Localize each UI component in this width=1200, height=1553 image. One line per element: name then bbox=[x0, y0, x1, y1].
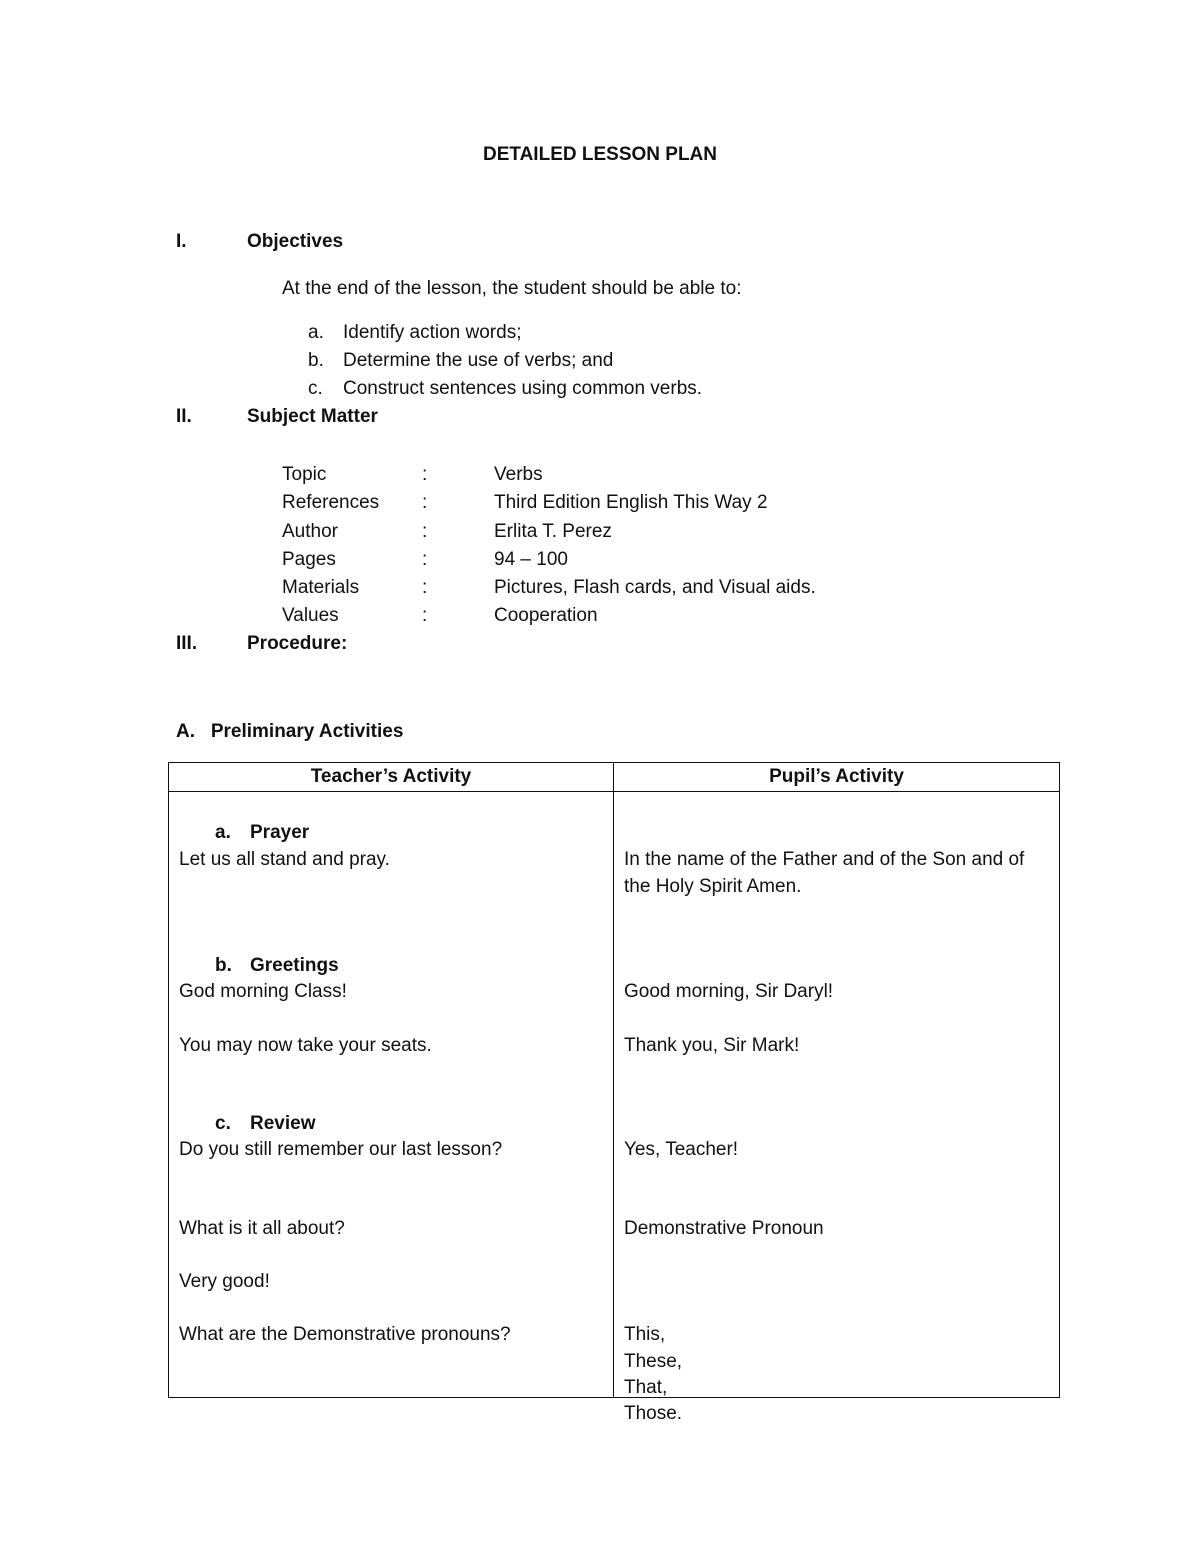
subject-matter-numeral: II. bbox=[176, 406, 192, 427]
activity-table bbox=[168, 762, 1060, 1424]
sm-value-references: Third Edition English This Way 2 bbox=[494, 492, 768, 513]
sm-label-author: Author bbox=[282, 521, 338, 542]
review-title: Review bbox=[250, 1113, 316, 1134]
objective-item-a: Identify action words; bbox=[343, 322, 522, 343]
pupil-activity-header: Pupil’s Activity bbox=[614, 763, 1060, 792]
pupil-review-answer: Yes, Teacher! bbox=[624, 1139, 739, 1160]
sm-label-pages: Pages bbox=[282, 549, 336, 570]
prayer-title: Prayer bbox=[250, 822, 310, 843]
prayer-letter: a. bbox=[215, 822, 231, 843]
objective-item-c: Construct sentences using common verbs. bbox=[343, 378, 703, 399]
teacher-about-question: What is it all about? bbox=[179, 1218, 345, 1239]
procedure-heading: Procedure: bbox=[247, 633, 348, 654]
sm-colon: : bbox=[422, 521, 428, 542]
table-header-row bbox=[169, 763, 1060, 792]
teacher-greeting-text: God morning Class! bbox=[179, 981, 347, 1002]
sm-label-materials: Materials bbox=[282, 577, 360, 598]
teacher-prayer-text: Let us all stand and pray. bbox=[179, 849, 390, 870]
pupil-about-answer: Demonstrative Pronoun bbox=[624, 1218, 824, 1239]
sm-colon: : bbox=[422, 605, 428, 626]
document-title: DETAILED LESSON PLAN bbox=[483, 144, 717, 165]
pupil-thanks-text: Thank you, Sir Mark! bbox=[624, 1035, 800, 1056]
teacher-review-question: Do you still remember our last lesson? bbox=[179, 1139, 503, 1160]
teacher-activity-cell bbox=[169, 792, 614, 1398]
sm-label-values: Values bbox=[282, 605, 339, 626]
pupil-pronoun-this: This, bbox=[624, 1324, 666, 1345]
sm-value-pages: 94 – 100 bbox=[494, 549, 568, 570]
sm-value-values: Cooperation bbox=[494, 605, 598, 626]
sm-colon: : bbox=[422, 577, 428, 598]
teacher-pronouns-question: What are the Demonstrative pronouns? bbox=[179, 1324, 511, 1345]
pupil-prayer-line-2: the Holy Spirit Amen. bbox=[624, 876, 802, 897]
sm-colon: : bbox=[422, 464, 428, 485]
sm-label-topic: Topic bbox=[282, 464, 327, 485]
objectives-heading: Objectives bbox=[247, 231, 344, 252]
subject-matter-heading: Subject Matter bbox=[247, 406, 378, 427]
sm-label-references: References bbox=[282, 492, 380, 513]
sm-value-topic: Verbs bbox=[494, 464, 543, 485]
table-row bbox=[169, 792, 1060, 1398]
sm-value-materials: Pictures, Flash cards, and Visual aids. bbox=[494, 577, 816, 598]
objectives-intro: At the end of the lesson, the student should be able to: bbox=[282, 278, 742, 299]
pupil-activity-cell bbox=[614, 792, 1060, 1424]
objective-letter-c: c. bbox=[308, 378, 323, 399]
teacher-activity-header: Teacher’s Activity bbox=[169, 763, 614, 792]
procedure-numeral: III. bbox=[176, 633, 198, 654]
objective-letter-b: b. bbox=[308, 350, 324, 371]
teacher-seats-text: You may now take your seats. bbox=[179, 1035, 432, 1056]
pupil-pronoun-that: That, bbox=[624, 1377, 668, 1398]
greetings-title: Greetings bbox=[250, 955, 339, 976]
objective-letter-a: a. bbox=[308, 322, 324, 343]
pupil-greeting-text: Good morning, Sir Daryl! bbox=[624, 981, 834, 1002]
pupil-pronoun-those: Those. bbox=[624, 1403, 683, 1424]
teacher-very-good: Very good! bbox=[179, 1271, 270, 1292]
preliminary-activities-heading: A. Preliminary Activities bbox=[176, 721, 404, 742]
pupil-pronoun-these: These, bbox=[624, 1351, 683, 1372]
sm-value-author: Erlita T. Perez bbox=[494, 521, 612, 542]
sm-colon: : bbox=[422, 492, 428, 513]
objectives-numeral: I. bbox=[176, 231, 187, 252]
greetings-letter: b. bbox=[215, 955, 232, 976]
objective-item-b: Determine the use of verbs; and bbox=[343, 350, 614, 371]
sm-colon: : bbox=[422, 549, 428, 570]
review-letter: c. bbox=[215, 1113, 231, 1134]
pupil-prayer-line-1: In the name of the Father and of the Son and of bbox=[624, 849, 1025, 870]
